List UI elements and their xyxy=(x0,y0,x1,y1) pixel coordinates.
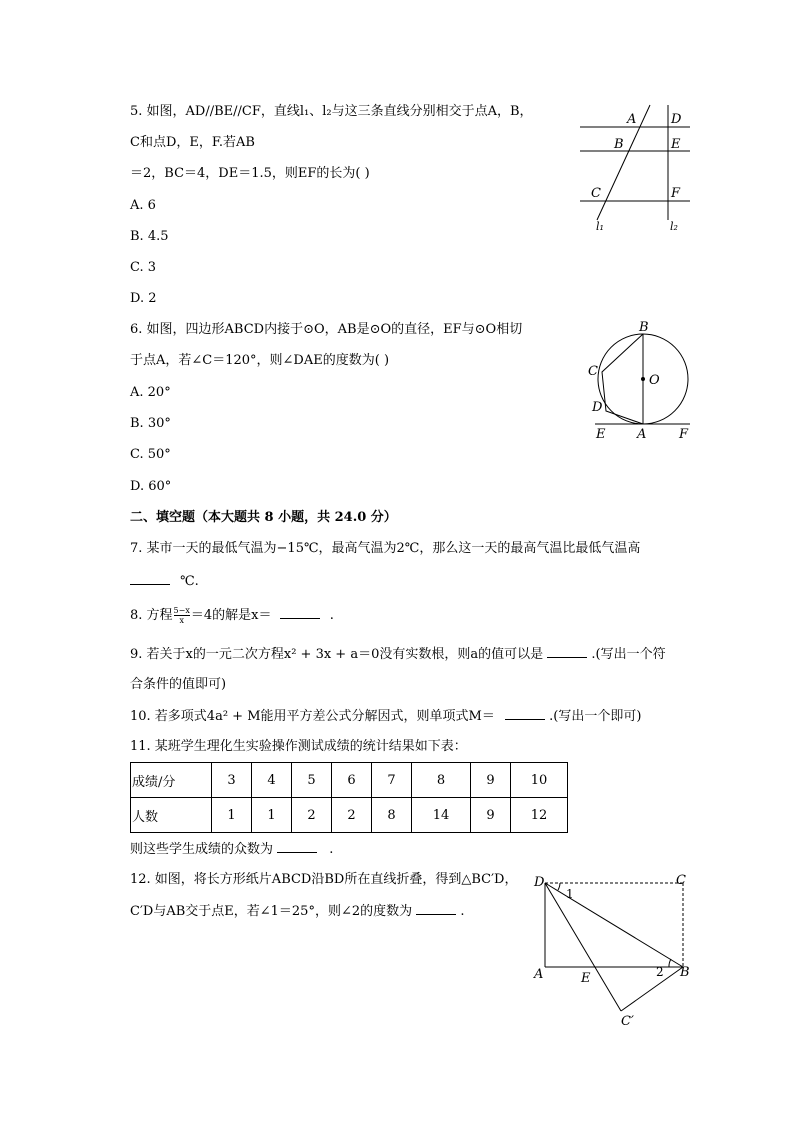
table-cell: 9 xyxy=(471,763,511,798)
q8-fraction-denominator: x xyxy=(179,616,184,625)
q5-option-a: A. 6 xyxy=(130,198,156,213)
q9-line-2: 合条件的值即可) xyxy=(130,677,227,692)
q12-angle-1-arc xyxy=(558,883,560,890)
table-cell: 8 xyxy=(372,798,412,833)
q10-text-b: .(写出一个即可) xyxy=(549,709,642,724)
table-cell: 5 xyxy=(292,763,332,798)
q12-line-1: 12. 如图，将长方形纸片ABCD沿BD所在直线折叠，得到△BC′D， xyxy=(130,872,518,887)
q12-answer-blank[interactable] xyxy=(416,902,456,915)
q8-line xyxy=(130,606,334,625)
q12-text-a: C′D与AB交于点E，若∠1＝25°，则∠2的度数为 xyxy=(130,904,413,919)
q6-option-a: A. 20° xyxy=(130,385,171,400)
q11-intro: 11. 某班学生理化生实验操作测试成绩的统计结果如下表： xyxy=(130,739,467,754)
table-cell: 1 xyxy=(252,798,292,833)
table-cell-header-count: 人数 xyxy=(131,798,212,833)
q5-label-l1: l₁ xyxy=(596,220,604,233)
q6-option-b: B. 30° xyxy=(130,416,171,431)
q6-figure xyxy=(585,318,700,446)
q11-text-a: 则这些学生成绩的众数为 xyxy=(130,842,274,857)
q5-label-a: A xyxy=(627,112,637,127)
table-cell: 8 xyxy=(412,763,471,798)
q10-text-a: 10. 若多项式4a² + M能用平方差公式分解因式，则单项式M＝ xyxy=(130,709,495,724)
q5-label-l2: l₂ xyxy=(670,220,678,233)
q12-label-b: B xyxy=(680,965,690,980)
q12-fold-dc-prime xyxy=(545,883,621,1011)
q11-text-b: . xyxy=(329,842,334,857)
q9-line-1 xyxy=(130,645,666,664)
table-row xyxy=(131,798,568,833)
q12-label-c: C xyxy=(676,873,686,888)
table-cell-header-score: 成绩/分 xyxy=(131,763,212,798)
q12-angle-2-arc xyxy=(669,959,671,967)
q12-text-b: . xyxy=(460,904,465,919)
q10-line xyxy=(130,707,641,726)
q5-label-f: F xyxy=(671,186,681,201)
q6-label-o: O xyxy=(649,373,660,388)
q5-line-1: 5. 如图，AD//BE//CF，直线l₁、l₂与这三条直线分别相交于点A，B， xyxy=(130,104,533,119)
q8-fraction-numerator: 5−x xyxy=(173,606,190,615)
q11-answer-blank[interactable] xyxy=(277,840,317,853)
q12-label-angle-2: 2 xyxy=(656,965,664,979)
table-cell: 9 xyxy=(471,798,511,833)
q6-label-d: D xyxy=(592,400,603,415)
section-title-fill-in: 二、填空题（本大题共 8 小题，共 24.0 分） xyxy=(130,510,397,525)
q6-label-e: E xyxy=(596,427,606,442)
q5-option-c: C. 3 xyxy=(130,260,157,275)
q5-label-c: C xyxy=(591,186,601,201)
q6-label-a: A xyxy=(637,427,647,442)
table-cell: 6 xyxy=(332,763,372,798)
q9-text-b: .(写出一个符 xyxy=(591,647,666,662)
q12-line-2 xyxy=(130,902,465,921)
q5-line-3: ＝2，BC＝4，DE＝1.5，则EF的长为( ) xyxy=(130,166,370,181)
q8-end: . xyxy=(329,608,334,623)
q11-question xyxy=(130,840,333,859)
q6-line-1: 6. 如图，四边形ABCD内接于⊙O，AB是⊙O的直径，EF与⊙O相切 xyxy=(130,322,523,337)
q11-score-table xyxy=(130,762,568,833)
q12-label-angle-1: 1 xyxy=(566,887,574,901)
q7-answer-blank[interactable] xyxy=(130,572,170,585)
table-cell: 7 xyxy=(372,763,412,798)
table-cell: 4 xyxy=(252,763,292,798)
table-cell: 1 xyxy=(212,798,252,833)
q12-figure xyxy=(528,868,698,1033)
q7-line-2 xyxy=(130,572,199,591)
q8-fraction xyxy=(174,606,190,625)
table-cell: 12 xyxy=(511,798,568,833)
q6-option-d: D. 60° xyxy=(130,479,172,494)
q6-label-f: F xyxy=(679,427,689,442)
q6-line-2: 于点A，若∠C＝120°，则∠DAE的度数为( ) xyxy=(130,353,390,368)
q8-prefix: 8. 方程 xyxy=(130,608,173,623)
q10-answer-blank[interactable] xyxy=(505,707,545,720)
q8-answer-blank[interactable] xyxy=(280,606,320,619)
q12-label-e: E xyxy=(581,971,591,986)
table-cell: 3 xyxy=(212,763,252,798)
table-cell: 10 xyxy=(511,763,568,798)
q5-label-e: E xyxy=(671,137,681,152)
table-row xyxy=(131,763,568,798)
q12-label-c-prime: C′ xyxy=(621,1014,634,1029)
table-cell: 2 xyxy=(332,798,372,833)
q12-label-d: D xyxy=(534,875,545,890)
table-cell: 2 xyxy=(292,798,332,833)
table-cell: 14 xyxy=(412,798,471,833)
q12-fold-c-prime-b xyxy=(621,967,683,1011)
q7-unit: ℃. xyxy=(180,574,199,589)
q5-figure xyxy=(570,100,695,240)
q8-suffix: ＝4的解是x＝ xyxy=(190,608,272,623)
q5-option-d: D. 2 xyxy=(130,291,157,306)
q9-answer-blank[interactable] xyxy=(547,645,587,658)
q9-text-a: 9. 若关于x的一元二次方程x² + 3x + a＝0没有实数根，则a的值可以是 xyxy=(130,647,544,662)
q6-label-c: C xyxy=(588,364,598,379)
q6-center-dot xyxy=(641,377,645,381)
q12-label-a: A xyxy=(534,967,544,982)
q6-label-b: B xyxy=(639,320,649,335)
q6-option-c: C. 50° xyxy=(130,447,171,462)
q5-line-2: C和点D，E，F.若AB xyxy=(130,135,255,150)
q5-option-b: B. 4.5 xyxy=(130,229,169,244)
q6-chords-bcda xyxy=(602,334,643,424)
q5-label-b: B xyxy=(614,137,624,152)
q7-line-1: 7. 某市一天的最低气温为−15℃，最高气温为2℃，那么这一天的最高气温比最低气温高 xyxy=(130,541,641,556)
q5-line-l1 xyxy=(597,105,650,220)
q5-label-d: D xyxy=(671,112,682,127)
